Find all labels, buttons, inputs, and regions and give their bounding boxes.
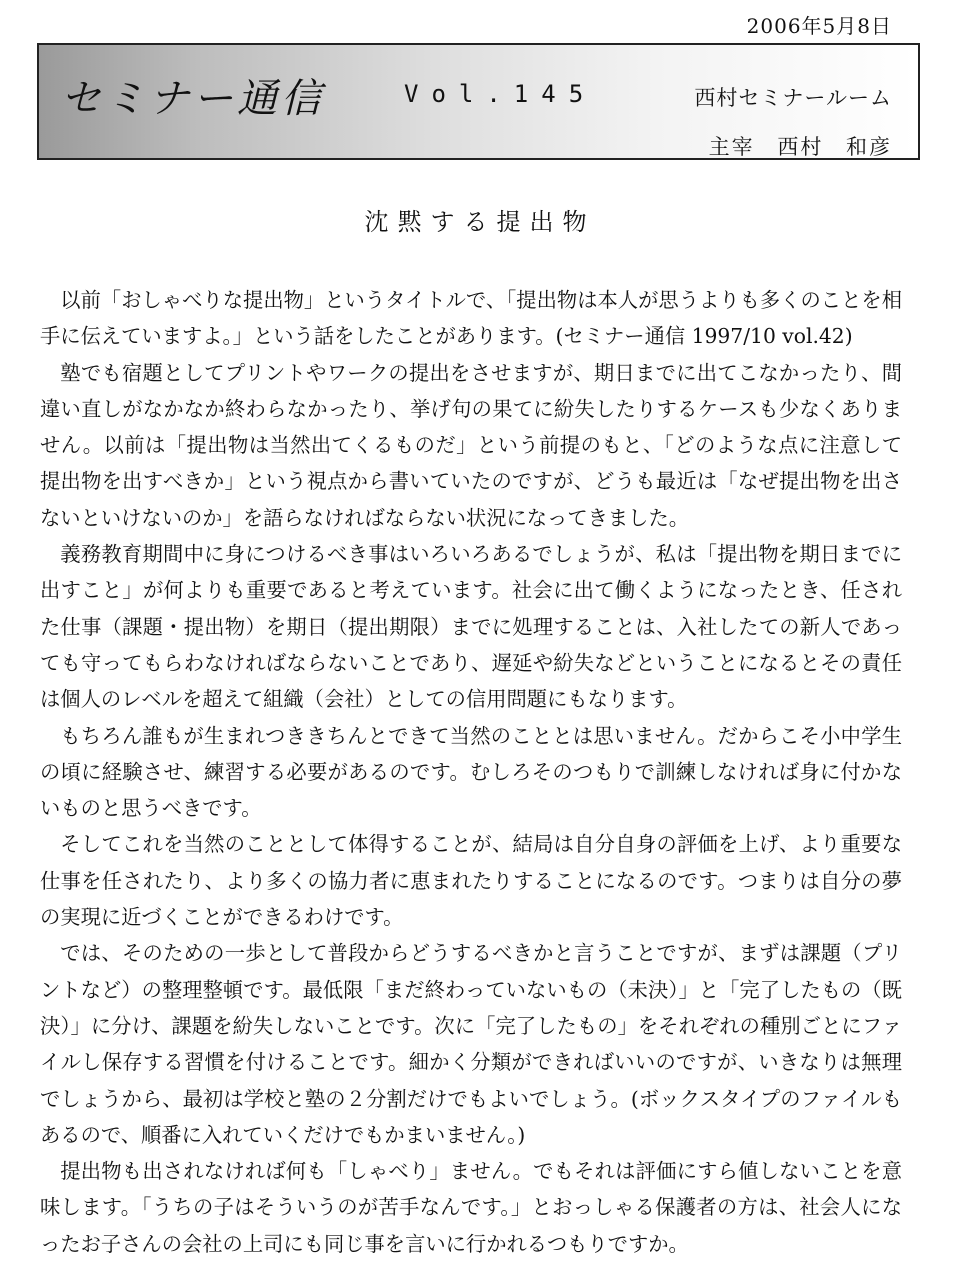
paragraph: そしてこれを当然のこととして体得することが、結局は自分自身の評価を上げ、より重要な仕事を任されたり、より多くの協力者に恵まれたりすることになるのです。つまりは自分の夢の実現に近づくことができるわけです。 bbox=[40, 832, 902, 930]
paragraph: 義務教育期間中に身につけるべき事はいろいろあるでしょうが、私は「提出物を期日までに出すこと」が何よりも重要であると考えています。社会に出て働くようになったとき、任された仕事（課題・提出物）を期日（提出期限）までに処理することは、入社したての新人であっても守ってもらわなければならないことであり、遅延や紛失などということになるとその責任は個人のレベルを超えて組織（会社）としての信用問題にもなります。 bbox=[40, 542, 902, 712]
paragraph: では、そのための一歩として普段からどうするべきかと言うことですが、まずは課題（プリントなど）の整理整頓です。最低限「まだ終わっていないもの（未決）」と「完了したもの（既決）」に分け、課題を紛失しないことです。次に「完了したもの」をそれぞれの種別ごとにファイルし保存する習慣を付けることです。細かく分類ができればいいのですが、いきなりは無理でしょうから、最初は学校と塾の２分割だけでもよいでしょう。(ボックスタイプのファイルもあるので、順番に入れていくだけでもかまいません。) bbox=[40, 941, 902, 1147]
organization-name: 西村セミナールーム bbox=[694, 86, 892, 110]
volume-number: Vol.145 bbox=[404, 80, 597, 108]
newsletter-title: セミナー通信 bbox=[61, 76, 325, 122]
host-name: 主宰 西村 和彦 bbox=[708, 135, 892, 159]
article-title: 沈黙する提出物 bbox=[364, 208, 596, 236]
article-body bbox=[40, 282, 902, 1262]
paragraph: 提出物も出されなければ何も「しゃべり」ません。でもそれは評価にすら値しないことを意味します。「うちの子はそういうのが苦手なんです。」とおっしゃる保護者の方は、社会人になったお子さんの会社の上司にも同じ事を言いに行かれるつもりですか。 bbox=[40, 1159, 902, 1256]
paragraph: 以前「おしゃべりな提出物」というタイトルで、「提出物は本人が思うよりも多くのことを相手に伝えていますよ。」という話をしたことがあります。(セミナー通信 1997/10 vol.42) bbox=[40, 288, 902, 349]
paragraph: 塾でも宿題としてプリントやワークの提出をさせますが、期日までに出てこなかったり、間違い直しがなかなか終わらなかったり、挙げ句の果てに紛失したりするケースも少なくありません。以前は「提出物は当然出てくるものだ」という前提のもと、「どのような点に注意して提出物を出すべきか」という視点から書いていたのですが、どうも最近は「なぜ提出物を出さないといけないのか」を語らなければならない状況になってきました。 bbox=[40, 360, 902, 530]
paragraph: もちろん誰もが生まれつききちんとできて当然のこととは思いません。だからこそ小中学生の頃に経験させ、練習する必要があるのです。むしろそのつもりで訓練しなければ身に付かないものと思うべきです。 bbox=[40, 723, 902, 821]
issue-date: 2006年5月8日 bbox=[746, 14, 892, 38]
newsletter-banner bbox=[37, 43, 920, 160]
